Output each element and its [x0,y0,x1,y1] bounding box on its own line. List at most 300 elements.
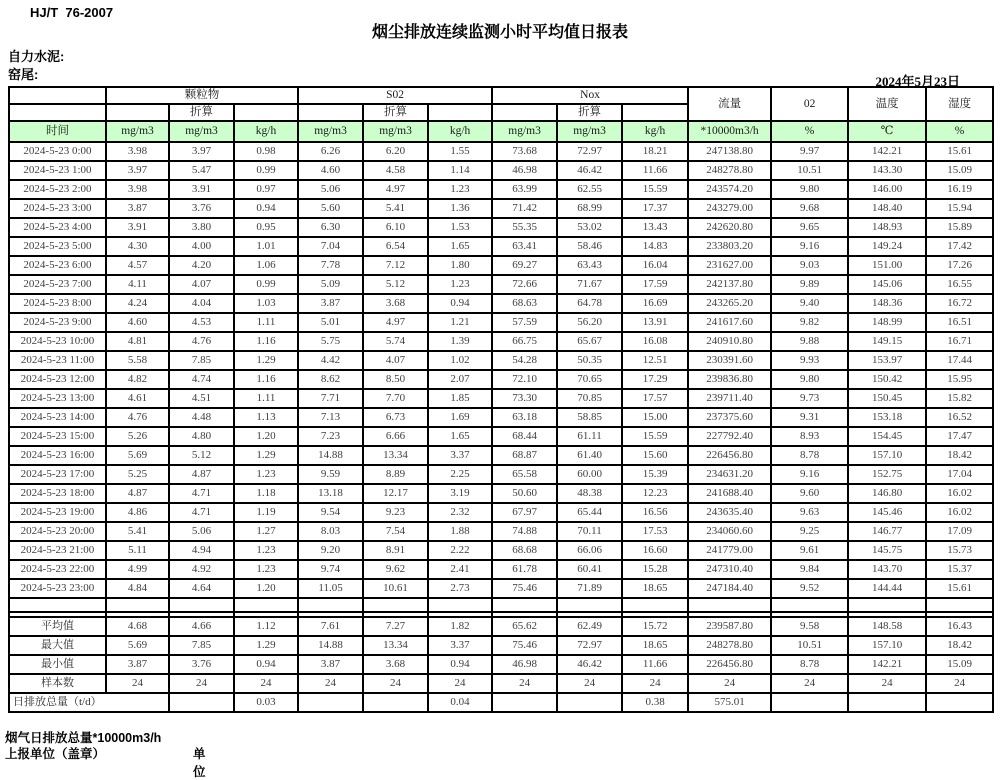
summary-value-cell: 1.82 [428,617,492,636]
value-cell: 151.00 [848,256,926,275]
value-cell: 4.81 [106,332,169,351]
unit-cell-flow: *10000m3/h [688,121,771,142]
table-row [9,218,993,237]
value-cell: 6.10 [363,218,428,237]
value-cell: 16.55 [926,275,993,294]
unit-cell: mg/m3 [492,121,557,142]
unit-cell: kg/h [428,121,492,142]
summary-value-cell: 24 [298,674,363,693]
header-row-units [9,121,993,142]
summary-value-cell: 65.62 [492,617,557,636]
value-cell: 4.97 [363,313,428,332]
value-cell: 46.42 [557,161,622,180]
value-cell: 241617.60 [688,313,771,332]
value-cell: 72.66 [492,275,557,294]
value-cell: 4.87 [106,484,169,503]
value-cell: 9.59 [298,465,363,484]
summary-row [9,655,993,674]
value-cell: 3.98 [106,180,169,199]
time-cell: 2024-5-23 13:00 [9,389,106,408]
humidity-header: 湿度 [926,87,993,121]
value-cell: 1.69 [428,408,492,427]
o2-header: 02 [771,87,848,121]
value-cell: 7.23 [298,427,363,446]
summary-value-cell: 14.88 [298,636,363,655]
summary-value-cell: 24 [363,674,428,693]
value-cell: 9.93 [771,351,848,370]
value-cell: 60.41 [557,560,622,579]
value-cell: 148.40 [848,199,926,218]
value-cell: 4.74 [169,370,234,389]
value-cell: 72.10 [492,370,557,389]
value-cell: 4.11 [106,275,169,294]
value-cell: 145.75 [848,541,926,560]
value-cell: 4.00 [169,237,234,256]
daily-total-row [9,693,993,712]
value-cell: 231627.00 [688,256,771,275]
value-cell: 241779.00 [688,541,771,560]
value-cell: 7.12 [363,256,428,275]
time-cell: 2024-5-23 14:00 [9,408,106,427]
value-cell: 1.11 [234,313,298,332]
summary-value-cell: 157.10 [848,636,926,655]
daily-total-value-cell [771,693,848,712]
value-cell: 53.02 [557,218,622,237]
summary-value-cell: 4.68 [106,617,169,636]
value-cell: 3.91 [106,218,169,237]
value-cell: 5.47 [169,161,234,180]
value-cell: 1.03 [234,294,298,313]
value-cell: 0.98 [234,142,298,161]
value-cell: 70.65 [557,370,622,389]
value-cell: 13.43 [622,218,688,237]
value-cell: 9.68 [771,199,848,218]
value-cell: 9.65 [771,218,848,237]
value-cell: 4.64 [169,579,234,598]
value-cell: 4.99 [106,560,169,579]
corner-empty-cell [9,87,106,104]
value-cell: 71.67 [557,275,622,294]
value-cell: 3.37 [428,446,492,465]
table-row [9,275,993,294]
value-cell: 9.84 [771,560,848,579]
value-cell: 61.11 [557,427,622,446]
flow-header: 流量 [688,87,771,121]
value-cell: 16.60 [622,541,688,560]
empty-cell [622,598,688,612]
time-cell: 2024-5-23 6:00 [9,256,106,275]
summary-row [9,674,993,693]
value-cell: 1.23 [234,541,298,560]
value-cell: 234060.60 [688,522,771,541]
value-cell: 6.73 [363,408,428,427]
value-cell: 63.41 [492,237,557,256]
value-cell: 237375.60 [688,408,771,427]
time-cell: 2024-5-23 20:00 [9,522,106,541]
value-cell: 7.13 [298,408,363,427]
table-row [9,332,993,351]
summary-value-cell: 5.69 [106,636,169,655]
summary-value-cell: 62.49 [557,617,622,636]
value-cell: 54.28 [492,351,557,370]
converted-header-so2: 折算 [363,104,428,121]
value-cell: 5.25 [106,465,169,484]
value-cell: 230391.60 [688,351,771,370]
value-cell: 153.97 [848,351,926,370]
value-cell: 148.93 [848,218,926,237]
empty-cell [688,598,771,612]
value-cell: 2.25 [428,465,492,484]
value-cell: 4.60 [106,313,169,332]
table-row [9,142,993,161]
table-row [9,351,993,370]
time-cell: 2024-5-23 11:00 [9,351,106,370]
value-cell: 15.59 [622,427,688,446]
summary-value-cell: 75.46 [492,636,557,655]
value-cell: 16.72 [926,294,993,313]
table-row [9,408,993,427]
value-cell: 2.73 [428,579,492,598]
value-cell: 11.66 [622,161,688,180]
value-cell: 6.30 [298,218,363,237]
value-cell: 70.11 [557,522,622,541]
empty-cell [106,598,169,612]
value-cell: 8.93 [771,427,848,446]
value-cell: 2.32 [428,503,492,522]
value-cell: 157.10 [848,446,926,465]
value-cell: 9.89 [771,275,848,294]
value-cell: 5.12 [363,275,428,294]
value-cell: 50.35 [557,351,622,370]
unit-cell: mg/m3 [557,121,622,142]
value-cell: 67.97 [492,503,557,522]
empty-cell [106,104,169,121]
value-cell: 9.97 [771,142,848,161]
value-cell: 247184.40 [688,579,771,598]
unit-cell-o2: % [771,121,848,142]
value-cell: 74.88 [492,522,557,541]
value-cell: 149.24 [848,237,926,256]
value-cell: 16.02 [926,503,993,522]
empty-cell [492,598,557,612]
unit-cell-humidity: % [926,121,993,142]
value-cell: 1.18 [234,484,298,503]
summary-row [9,617,993,636]
value-cell: 247310.40 [688,560,771,579]
value-cell: 1.29 [234,446,298,465]
value-cell: 143.30 [848,161,926,180]
value-cell: 48.38 [557,484,622,503]
empty-cell [428,598,492,612]
summary-value-cell: 24 [771,674,848,693]
unit-label: 单位 [193,747,206,779]
value-cell: 248278.80 [688,161,771,180]
value-cell: 243265.20 [688,294,771,313]
table-row [9,313,993,332]
value-cell: 50.60 [492,484,557,503]
summary-value-cell: 0.94 [428,655,492,674]
value-cell: 17.42 [926,237,993,256]
value-cell: 3.97 [106,161,169,180]
summary-value-cell: 15.09 [926,655,993,674]
value-cell: 16.08 [622,332,688,351]
spacer-row [9,598,993,612]
value-cell: 16.51 [926,313,993,332]
summary-value-cell: 7.61 [298,617,363,636]
report-unit-label: 上报单位（盖章） [5,747,106,761]
summary-value-cell: 13.34 [363,636,428,655]
value-cell: 16.56 [622,503,688,522]
empty-cell [298,104,363,121]
page-title: 烟尘排放连续监测小时平均值日报表 [371,24,628,41]
value-cell: 70.85 [557,389,622,408]
value-cell: 1.16 [234,332,298,351]
value-cell: 15.39 [622,465,688,484]
empty-cell [9,104,106,121]
empty-cell [926,598,993,612]
table-row [9,161,993,180]
summary-value-cell: 24 [622,674,688,693]
value-cell: 4.87 [169,465,234,484]
value-cell: 17.26 [926,256,993,275]
value-cell: 1.88 [428,522,492,541]
value-cell: 1.85 [428,389,492,408]
value-cell: 1.36 [428,199,492,218]
value-cell: 5.60 [298,199,363,218]
value-cell: 1.13 [234,408,298,427]
value-cell: 61.40 [557,446,622,465]
summary-label-cell: 样本数 [9,674,106,693]
daily-total-value-cell [926,693,993,712]
empty-cell [557,598,622,612]
value-cell: 15.73 [926,541,993,560]
temperature-header: 温度 [848,87,926,121]
value-cell: 15.09 [926,161,993,180]
daily-total-value-cell: 575.01 [688,693,771,712]
value-cell: 4.07 [363,351,428,370]
summary-value-cell: 24 [688,674,771,693]
summary-value-cell: 24 [926,674,993,693]
value-cell: 9.82 [771,313,848,332]
summary-value-cell: 24 [169,674,234,693]
time-cell: 2024-5-23 22:00 [9,560,106,579]
time-cell: 2024-5-23 0:00 [9,142,106,161]
time-cell: 2024-5-23 10:00 [9,332,106,351]
time-cell: 2024-5-23 17:00 [9,465,106,484]
empty-cell [363,598,428,612]
value-cell: 3.87 [298,294,363,313]
value-cell: 5.06 [298,180,363,199]
value-cell: 227792.40 [688,427,771,446]
value-cell: 4.86 [106,503,169,522]
value-cell: 3.68 [363,294,428,313]
value-cell: 17.09 [926,522,993,541]
value-cell: 4.58 [363,161,428,180]
value-cell: 58.46 [557,237,622,256]
value-cell: 9.54 [298,503,363,522]
value-cell: 71.89 [557,579,622,598]
value-cell: 75.46 [492,579,557,598]
summary-value-cell: 3.87 [106,655,169,674]
summary-value-cell: 24 [492,674,557,693]
empty-cell [622,104,688,121]
value-cell: 9.73 [771,389,848,408]
value-cell: 4.57 [106,256,169,275]
value-cell: 17.44 [926,351,993,370]
value-cell: 4.20 [169,256,234,275]
value-cell: 239711.40 [688,389,771,408]
table-row [9,446,993,465]
value-cell: 1.16 [234,370,298,389]
value-cell: 68.68 [492,541,557,560]
summary-value-cell: 72.97 [557,636,622,655]
value-cell: 4.53 [169,313,234,332]
value-cell: 144.44 [848,579,926,598]
value-cell: 146.00 [848,180,926,199]
table-row [9,579,993,598]
daily-total-value-cell: 0.38 [622,693,688,712]
daily-total-value-cell [169,693,234,712]
value-cell: 9.88 [771,332,848,351]
value-cell: 239836.80 [688,370,771,389]
time-cell: 2024-5-23 7:00 [9,275,106,294]
value-cell: 149.15 [848,332,926,351]
value-cell: 9.31 [771,408,848,427]
time-cell: 2024-5-23 1:00 [9,161,106,180]
value-cell: 16.04 [622,256,688,275]
value-cell: 146.77 [848,522,926,541]
value-cell: 11.05 [298,579,363,598]
value-cell: 4.76 [106,408,169,427]
value-cell: 3.98 [106,142,169,161]
value-cell: 234631.20 [688,465,771,484]
value-cell: 4.80 [169,427,234,446]
value-cell: 240910.80 [688,332,771,351]
value-cell: 46.98 [492,161,557,180]
value-cell: 5.58 [106,351,169,370]
empty-cell [848,598,926,612]
value-cell: 1.39 [428,332,492,351]
value-cell: 17.57 [622,389,688,408]
value-cell: 63.43 [557,256,622,275]
summary-value-cell: 3.37 [428,636,492,655]
value-cell: 65.58 [492,465,557,484]
daily-total-value-cell [298,693,363,712]
value-cell: 145.46 [848,503,926,522]
value-cell: 73.68 [492,142,557,161]
time-cell: 2024-5-23 8:00 [9,294,106,313]
summary-value-cell: 7.27 [363,617,428,636]
value-cell: 58.85 [557,408,622,427]
value-cell: 9.74 [298,560,363,579]
table-row [9,522,993,541]
time-cell: 2024-5-23 16:00 [9,446,106,465]
daily-total-value-cell: 0.03 [234,693,298,712]
value-cell: 4.51 [169,389,234,408]
value-cell: 1.23 [234,465,298,484]
empty-cell [298,598,363,612]
value-cell: 7.71 [298,389,363,408]
value-cell: 13.18 [298,484,363,503]
value-cell: 243574.20 [688,180,771,199]
report-date: 2024年5月23日 [875,74,960,89]
footer-report-unit [5,744,206,779]
summary-value-cell: 226456.80 [688,655,771,674]
value-cell: 1.65 [428,427,492,446]
value-cell: 4.61 [106,389,169,408]
value-cell: 233803.20 [688,237,771,256]
summary-value-cell: 4.66 [169,617,234,636]
value-cell: 0.99 [234,275,298,294]
value-cell: 142.21 [848,142,926,161]
value-cell: 2.07 [428,370,492,389]
daily-total-value-cell: 0.04 [428,693,492,712]
value-cell: 150.45 [848,389,926,408]
summary-value-cell: 11.66 [622,655,688,674]
value-cell: 60.00 [557,465,622,484]
value-cell: 63.99 [492,180,557,199]
value-cell: 1.20 [234,427,298,446]
value-cell: 143.70 [848,560,926,579]
unit-cell: mg/m3 [106,121,169,142]
value-cell: 1.20 [234,579,298,598]
value-cell: 4.42 [298,351,363,370]
unit-cell: mg/m3 [363,121,428,142]
value-cell: 146.80 [848,484,926,503]
value-cell: 9.80 [771,180,848,199]
table-row [9,237,993,256]
value-cell: 4.97 [363,180,428,199]
value-cell: 18.42 [926,446,993,465]
value-cell: 15.95 [926,370,993,389]
value-cell: 72.97 [557,142,622,161]
value-cell: 4.82 [106,370,169,389]
table-row [9,180,993,199]
value-cell: 153.18 [848,408,926,427]
daily-total-label-cell: 日排放总量（t/d） [9,693,169,712]
value-cell: 64.78 [557,294,622,313]
summary-value-cell: 46.98 [492,655,557,674]
value-cell: 7.54 [363,522,428,541]
value-cell: 66.75 [492,332,557,351]
time-header: 时间 [9,121,106,142]
standard-code: HJ/T 76-2007 [30,5,114,20]
summary-value-cell: 148.58 [848,617,926,636]
value-cell: 61.78 [492,560,557,579]
value-cell: 6.26 [298,142,363,161]
value-cell: 66.06 [557,541,622,560]
value-cell: 15.89 [926,218,993,237]
value-cell: 5.12 [169,446,234,465]
summary-value-cell: 1.29 [234,636,298,655]
summary-value-cell: 24 [848,674,926,693]
value-cell: 18.21 [622,142,688,161]
value-cell: 17.47 [926,427,993,446]
value-cell: 13.34 [363,446,428,465]
value-cell: 9.03 [771,256,848,275]
value-cell: 16.02 [926,484,993,503]
value-cell: 15.82 [926,389,993,408]
value-cell: 15.28 [622,560,688,579]
value-cell: 5.11 [106,541,169,560]
value-cell: 4.71 [169,503,234,522]
value-cell: 71.42 [492,199,557,218]
value-cell: 69.27 [492,256,557,275]
value-cell: 9.80 [771,370,848,389]
value-cell: 9.62 [363,560,428,579]
value-cell: 6.54 [363,237,428,256]
value-cell: 4.92 [169,560,234,579]
